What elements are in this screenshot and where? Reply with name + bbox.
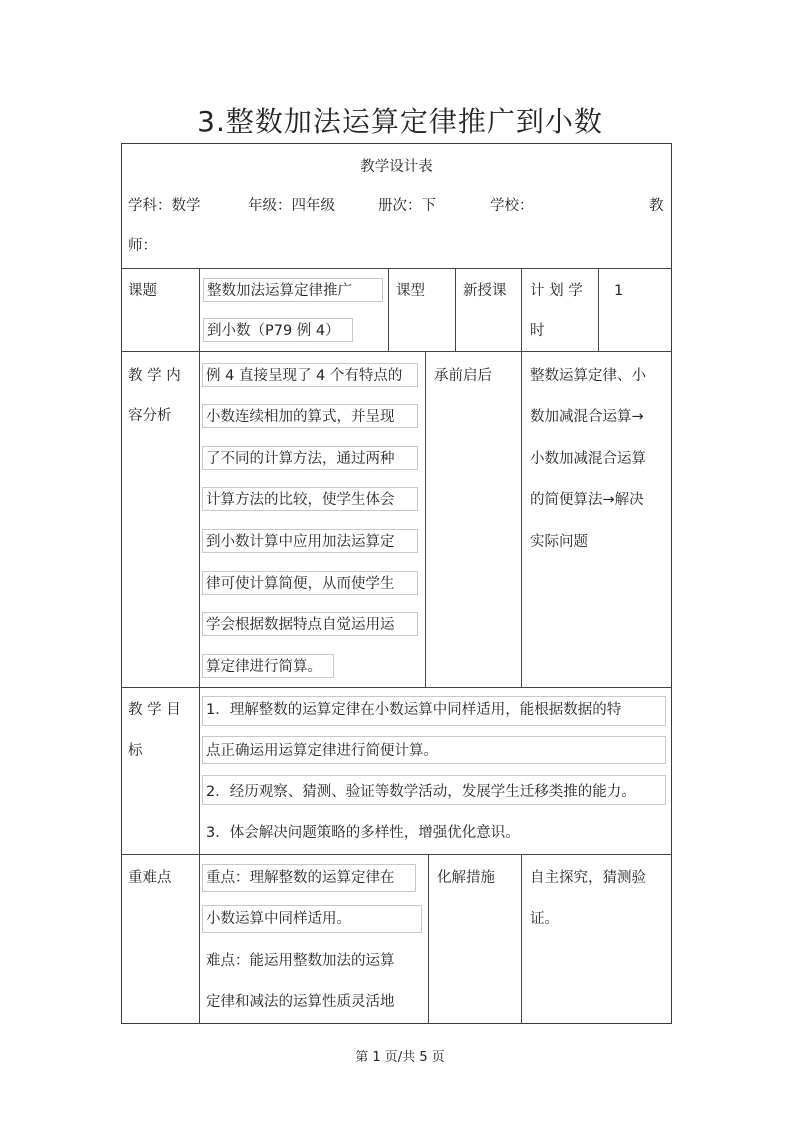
lesson-type-label: 课型 [396, 283, 425, 299]
content-line: 计算方法的比较，使学生体会 [206, 492, 395, 508]
col-divider [521, 268, 522, 351]
planned-hours-value: 1 [614, 283, 624, 299]
link-line: 小数加减混合运算 [530, 451, 646, 467]
col-divider [428, 854, 429, 1024]
measure-line: 自主探究，猜测验 [530, 870, 646, 886]
col-divider [425, 351, 426, 687]
key-point-line: 难点：能运用整数加法的运算 [206, 953, 395, 969]
col-divider [388, 268, 389, 351]
col-divider [199, 268, 200, 351]
col-divider [521, 854, 522, 1024]
content-line: 律可使计算简便，从而使学生 [206, 576, 395, 592]
objective-line: 点正确运用运算定律进行简便计算。 [206, 743, 438, 759]
content-analysis-label-cont: 容分析 [128, 408, 172, 424]
table-title: 教学设计表 [360, 159, 433, 175]
teacher-field: 教 [649, 198, 664, 214]
row-divider [121, 687, 672, 688]
key-point-line: 小数运算中同样适用。 [206, 911, 351, 927]
link-label: 承前启后 [434, 368, 492, 384]
content-line: 学会根据数据特点自觉运用运 [206, 617, 395, 633]
link-line: 的简便算法→解决 [530, 492, 644, 508]
content-line: 例 4 直接呈现了 4 个有特点的 [206, 368, 403, 384]
objectives-label-cont: 标 [128, 743, 143, 759]
content-line: 算定律进行简算。 [206, 659, 322, 675]
col-divider [598, 268, 599, 351]
col-divider [199, 854, 200, 1024]
lesson-type-value: 新授课 [463, 283, 507, 299]
objective-line: 2．经历观察、猜测、验证等数学活动，发展学生迁移类推的能力。 [206, 784, 636, 800]
content-line: 小数连续相加的算式，并呈现 [206, 409, 395, 425]
link-line: 数加减混合运算→ [530, 409, 644, 425]
planned-hours-label-cont: 时 [530, 323, 545, 339]
lesson-name-line-1: 整数加法运算定律推广 [207, 283, 352, 299]
teacher-field-cont: 师： [128, 238, 157, 254]
objectives-label: 教 学 目 [128, 702, 181, 718]
content-line: 到小数计算中应用加法运算定 [206, 534, 395, 550]
page-title: 3.整数加法运算定律推广到小数 [197, 105, 603, 138]
objective-line: 3．体会解决问题策略的多样性，增强优化意识。 [206, 825, 520, 841]
link-line: 实际问题 [530, 534, 588, 550]
col-divider [455, 268, 456, 351]
row-divider [121, 351, 672, 352]
col-divider [199, 351, 200, 687]
content-line: 了不同的计算方法，通过两种 [206, 451, 395, 467]
row-divider [121, 854, 672, 855]
link-line: 整数运算定律、小 [530, 368, 646, 384]
measure-line: 证。 [530, 911, 559, 927]
col-divider [521, 351, 522, 687]
subject-field: 学科：数学 [128, 198, 201, 214]
volume-field: 册次：下 [378, 198, 436, 214]
key-point-line: 重点：理解整数的运算定律在 [206, 870, 395, 886]
measure-label: 化解措施 [437, 870, 495, 886]
planned-hours-label: 计 划 学 [530, 283, 583, 299]
lesson-name-line-2: 到小数（P79 例 4） [207, 323, 340, 339]
row-divider [121, 268, 672, 269]
key-points-label: 重难点 [128, 870, 172, 886]
objective-line: 1．理解整数的运算定律在小数运算中同样适用，能根据数据的特 [206, 702, 622, 718]
lesson-label: 课题 [128, 283, 157, 299]
content-analysis-label: 教 学 内 [128, 368, 181, 384]
page-number: 第 1 页/共 5 页 [355, 1050, 445, 1065]
col-divider [199, 687, 200, 854]
key-point-line: 定律和减法的运算性质灵活地 [206, 994, 395, 1010]
grade-field: 年级：四年级 [248, 198, 335, 214]
school-field: 学校： [490, 198, 534, 214]
